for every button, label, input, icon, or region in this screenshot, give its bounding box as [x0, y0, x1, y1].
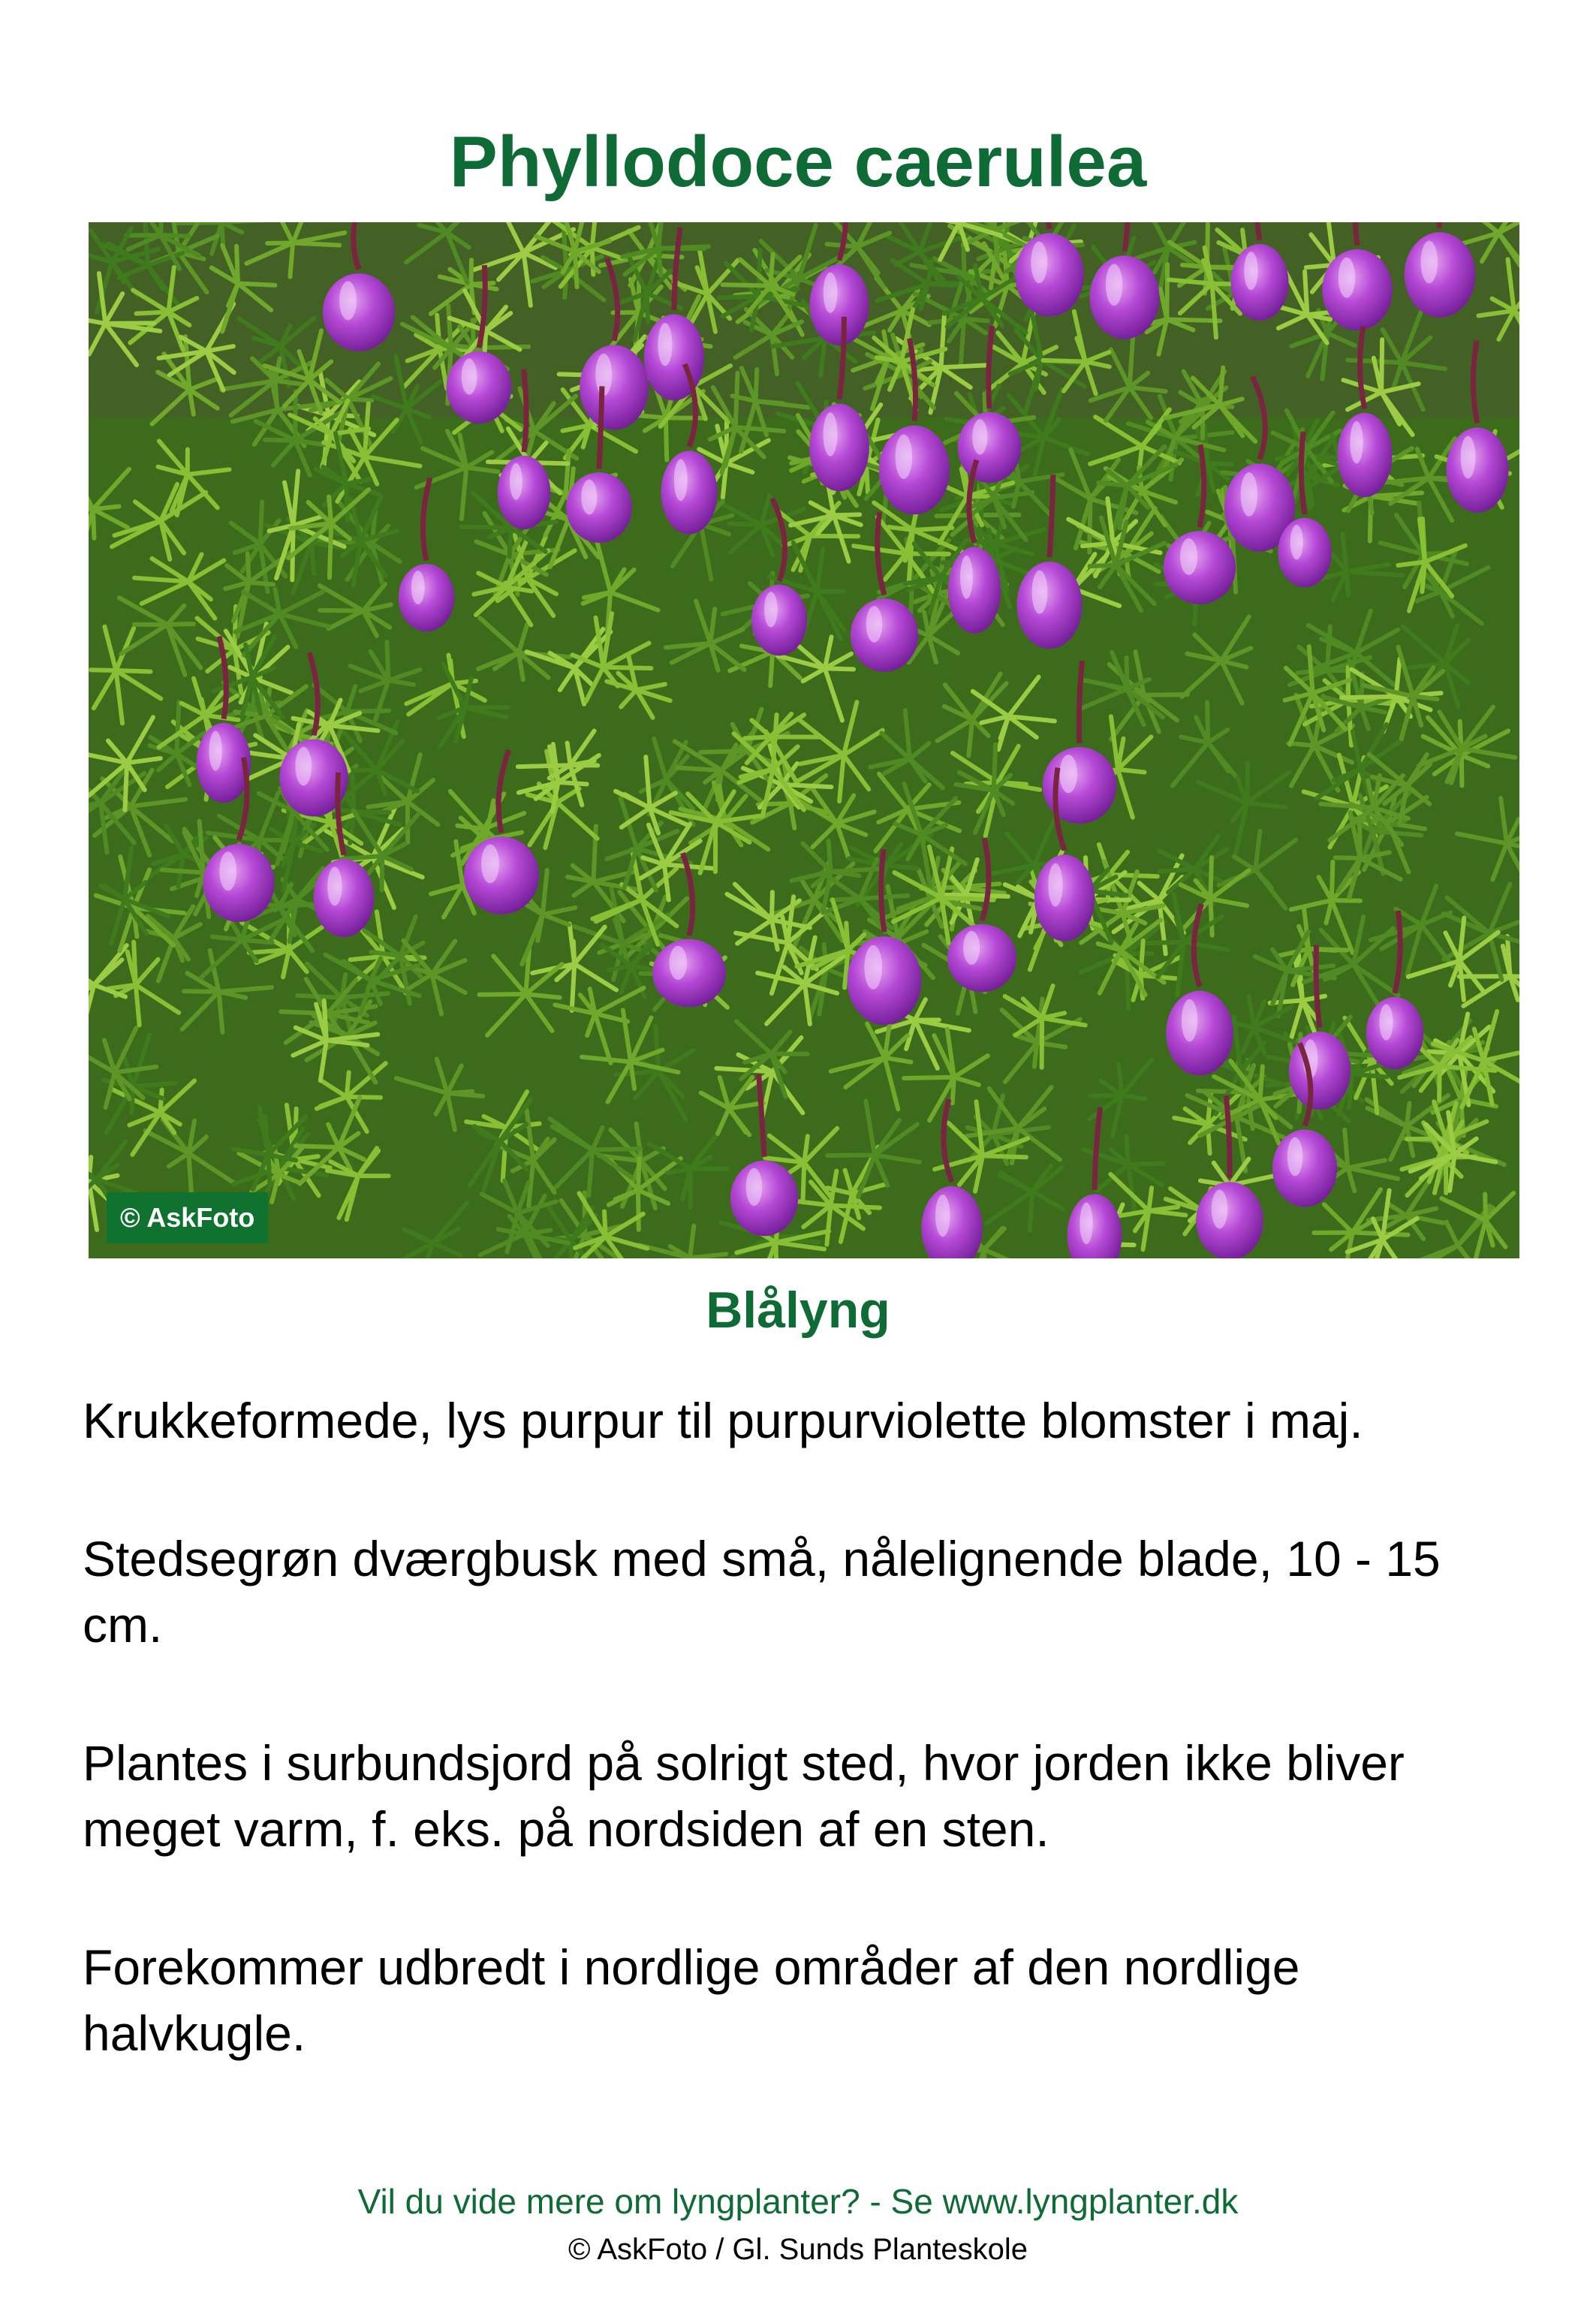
description: [83, 1388, 1524, 2138]
photo-credit-badge: © AskFoto: [107, 1192, 268, 1243]
common-name-heading: Blålyng: [706, 1282, 890, 1339]
page-title: Phyllodoce caerulea: [449, 122, 1147, 203]
plant-photo-illustration: [89, 222, 1519, 1258]
description-paragraph-flowers: Krukkeformede, lys purpur til purpurviolette blomster i maj.: [83, 1393, 1363, 1448]
footer-website-link[interactable]: Vil du vide mere om lyngplanter? - Se www.lyngplanter.dk: [357, 2182, 1239, 2221]
description-paragraph-distribution: Forekommer udbredt i nordlige områder af den nordlige halvkugle.: [83, 1939, 1300, 2061]
description-paragraph-planting: Plantes i surbundsjord på solrigt sted, hvor jorden ikke bliver meget varm, f. eks. på nordsiden af en sten.: [83, 1735, 1405, 1857]
footer-copyright: © AskFoto / Gl. Sunds Planteskole: [568, 2233, 1028, 2266]
description-paragraph-growth: Stedsegrøn dværgbusk med små, nålelignende blade, 10 - 15 cm.: [83, 1531, 1441, 1653]
plant-photo: [89, 222, 1519, 1258]
